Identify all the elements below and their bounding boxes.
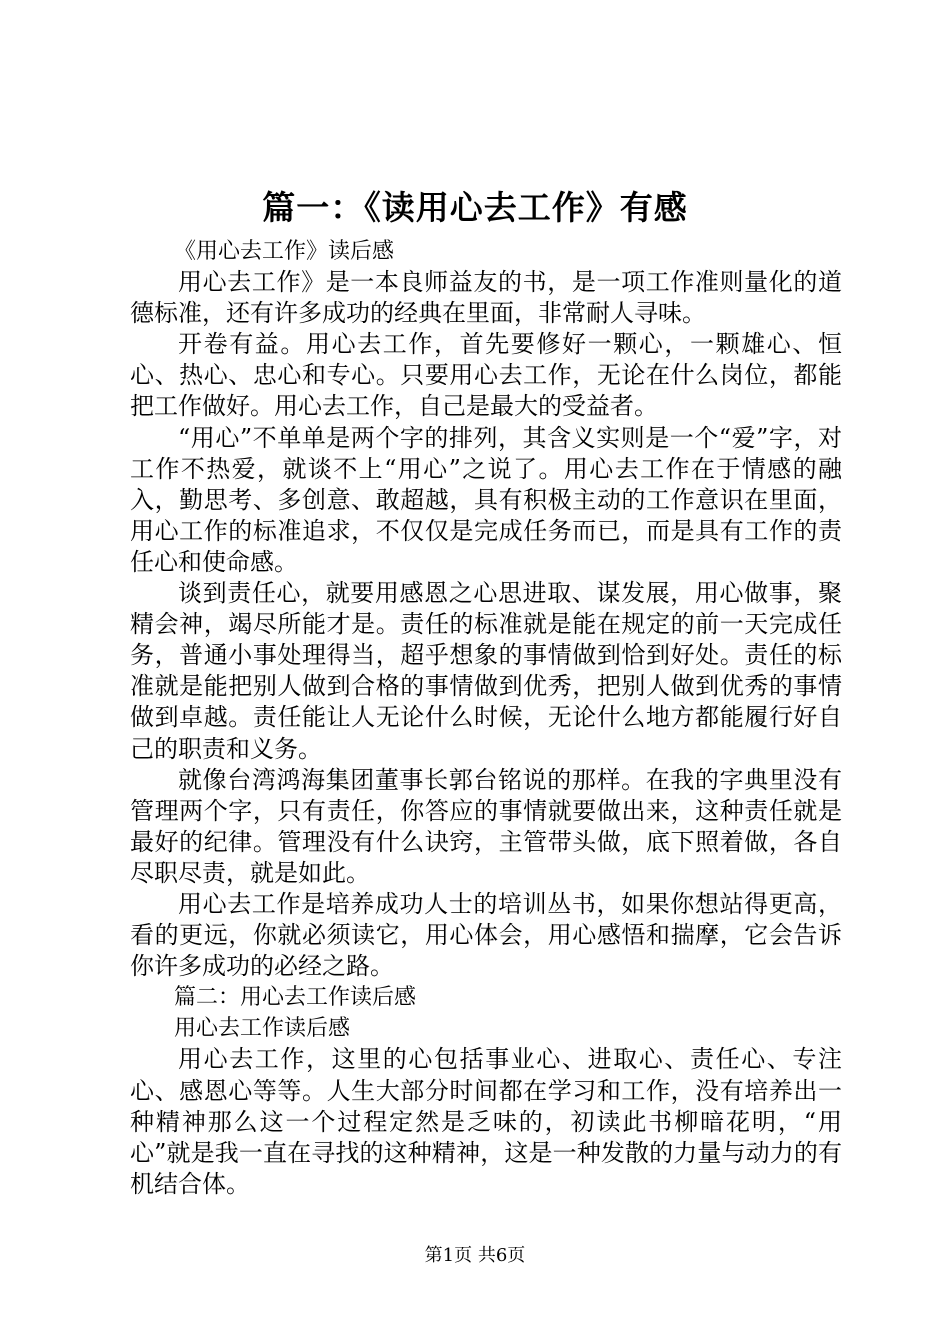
body-paragraph: 篇二：用心去工作读后感 — [174, 985, 417, 1011]
body-paragraph: 《用心去工作》读后感 — [174, 239, 395, 264]
body-paragraph: 就像台湾鸿海集团董事长郭台铭说的那样。在我的字典里没有管理两个字，只有责任，你答应的事情就要做出来，这种责任就是最好的纪律。管理没有什么诀窍，主管带头做，底下照着做，各自尽职尽责，就是如此。 — [130, 765, 842, 887]
document-title: 篇一：《读用心去工作》有感 — [262, 188, 688, 227]
body-paragraph: 谈到责任心，就要用感恩之心思进取、谋发展，用心做事，聚精会神，竭尽所能才是。责任的标准就是能在规定的前一天完成任务，普通小事处理得当，超乎想象的事情做到恰到好处。责任的标准就是能把别人做到合格的事情做到优秀，把别人做到优秀的事情做到卓越。责任能让人无论什么时候，无论什么地方都能履行好自己的职责和义务。 — [130, 579, 842, 763]
document-body — [130, 236, 842, 1200]
body-paragraph: 开卷有益。用心去工作，首先要修好一颗心，一颗雄心、恒心、热心、忠心和专心。只要用心去工作，无论在什么岗位，都能把工作做好。用心去工作，自己是最大的受益者。 — [130, 330, 842, 421]
body-paragraph: 用心去工作读后感 — [174, 1016, 351, 1042]
body-paragraph: 用心去工作是培养成功人士的培训丛书，如果你想站得更高，看的更远，你就必须读它，用心体会，用心感悟和揣摩，它会告诉你许多成功的必经之路。 — [130, 889, 842, 981]
body-paragraph: 用心去工作》是一本良师益友的书，是一项工作准则量化的道德标准，还有许多成功的经典在里面，非常耐人寻味。 — [130, 268, 842, 328]
body-paragraph: “用心”不单单是两个字的排列，其含义实则是一个“爱”字，对工作不热爱，就谈不上“用心”之说了。用心去工作在于情感的融入，勤思考、多创意、敢超越，具有积极主动的工作意识在里面，用心工作的标准追求，不仅仅是完成任务而已，而是具有工作的责任心和使命感。 — [130, 423, 842, 576]
body-paragraph: 用心去工作，这里的心包括事业心、进取心、责任心、专注心、感恩心等等。人生大部分时间都在学习和工作，没有培养出一种精神那么这一个过程定然是乏味的，初读此书柳暗花明，“用心”就是我一直在寻找的这种精神，这是一种发散的力量与动力的有机结合体。 — [130, 1045, 842, 1198]
page-footer: 第1页 共6页 — [424, 1245, 526, 1266]
